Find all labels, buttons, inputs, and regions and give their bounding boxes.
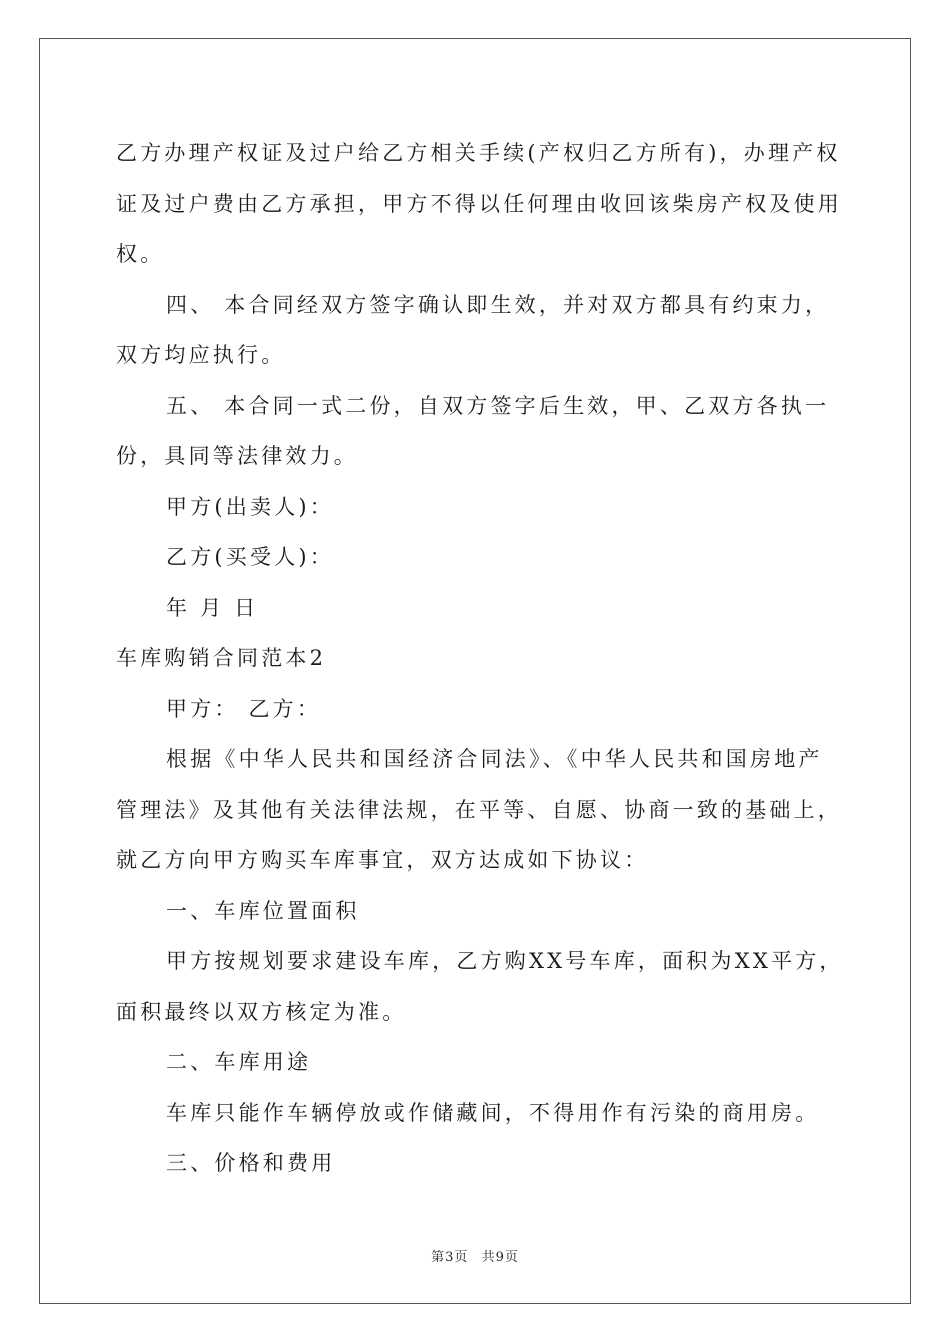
text-line: 份，具同等法律效力。	[116, 444, 358, 468]
text-line: 证及过户费由乙方承担，甲方不得以任何理由收回该柴房产权及使用	[116, 191, 842, 216]
text-line: 乙方办理产权证及过户给乙方相关手续(产权归乙方所有)，办理产权	[116, 141, 841, 165]
page-number: 第3页	[431, 1250, 469, 1265]
text-line: 就乙方向甲方购买车库事宜，双方达成如下协议：	[116, 848, 649, 872]
text-line: 一、车库位置面积	[166, 898, 360, 923]
text-line: 双方均应执行。	[116, 343, 286, 367]
text-line: 三、价格和费用	[166, 1151, 336, 1175]
page-footer	[0, 1246, 950, 1265]
text-line: 车库购销合同范本2	[116, 646, 327, 670]
text-line: 车库只能作车辆停放或作储藏间，不得用作有污染的商用房。	[166, 1100, 820, 1125]
page-total: 共9页	[481, 1250, 519, 1265]
document-body	[116, 128, 844, 1189]
text-line: 根据《中华人民共和国经济合同法》、《中华人民共和国房地产	[166, 747, 823, 771]
text-line: 乙方(买受人)：	[166, 545, 334, 569]
text-line: 五、 本合同一式二份，自双方签字后生效，甲、乙双方各执一	[166, 393, 830, 418]
text-line: 管理法》及其他有关法律法规，在平等、自愿、协商一致的基础上，	[116, 797, 842, 822]
text-line: 面积最终以双方核定为准。	[116, 999, 407, 1024]
text-line: 权。	[116, 242, 165, 266]
text-line: 甲方(出卖人)：	[166, 494, 334, 519]
text-line: 甲方按规划要求建设车库，乙方购XX号车库，面积为XX平方，	[166, 949, 844, 973]
text-line: 四、 本合同经双方签字确认即生效，并对双方都具有约束力，	[166, 292, 830, 317]
text-line: 年 月 日	[166, 595, 259, 620]
text-line: 二、车库用途	[166, 1050, 312, 1074]
text-line: 甲方： 乙方：	[166, 696, 322, 721]
